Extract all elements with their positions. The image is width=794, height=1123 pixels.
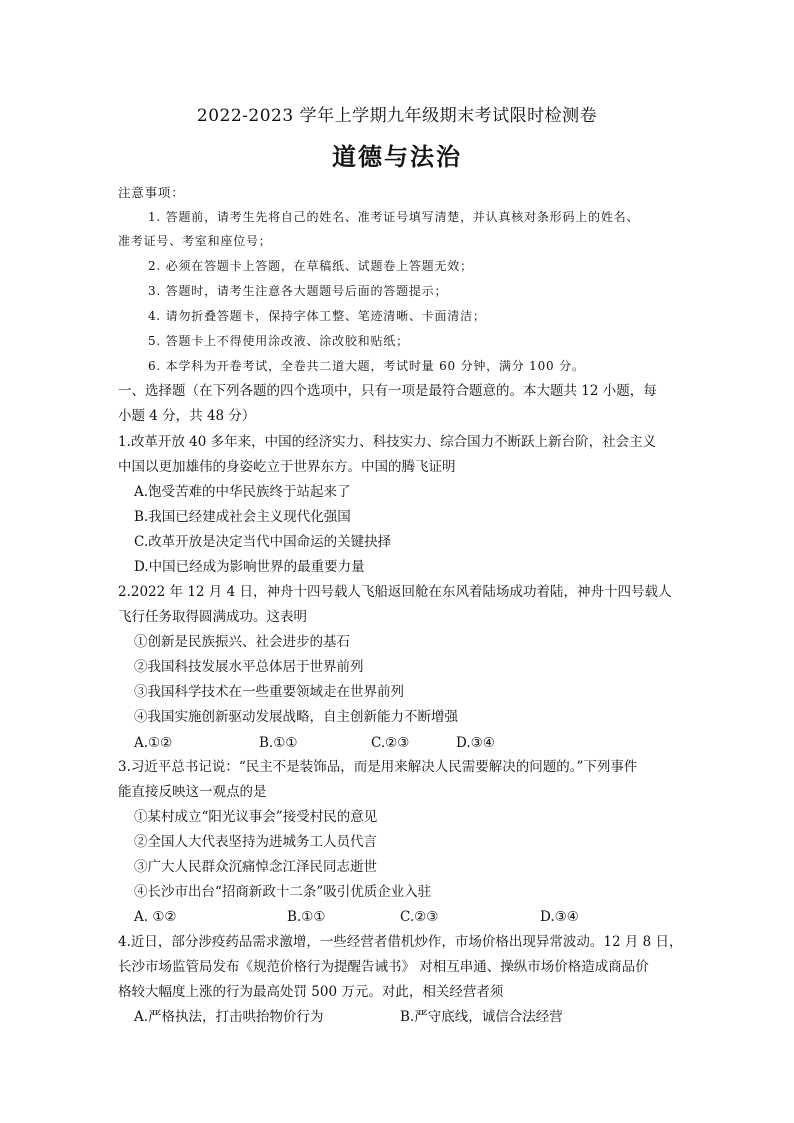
section-heading: 一、选择题（在下列各题的四个选项中，只有一项是最符合题意的。本大题共 12 小题，每 — [118, 383, 657, 399]
option-d: D.③④ — [540, 909, 579, 925]
option-a: A.饱受苦难的中华民族终于站起来了 — [134, 484, 351, 500]
question-stem: 3.习近平总书记说：“民主不是装饰品，而是用来解决人民需要解决的问题的。”下列事件 — [118, 759, 638, 775]
question-stem: 2.2022 年 12 月 4 日，神舟十四号载人飞船返回舱在东风着陆场成功着陆，神舟十四号载人 — [118, 584, 672, 600]
note-item: 5. 答题卡上不得使用涂改液、涂改胶和贴纸； — [148, 334, 409, 348]
question-stem-cont: 能直接反映这一观点的是 — [118, 784, 267, 800]
option-b: B.严守底线，诚信合法经营 — [400, 1009, 563, 1025]
option-c: C.改革开放是决定当代中国命运的关键抉择 — [134, 534, 392, 550]
question-stem-cont: 飞行任务取得圆满成功。这表明 — [118, 609, 307, 625]
question-stem-cont: 格较大幅度上涨的行为最高处罚 500 万元。对此，相关经营者须 — [118, 984, 504, 1000]
note-item: 2. 必须在答题卡上答题，在草稿纸、试题卷上答题无效； — [148, 259, 473, 273]
subject-title: 道德与法治 — [332, 142, 462, 171]
notes-heading: 注意事项： — [118, 185, 185, 200]
note-item: 4. 请勿折叠答题卡，保持字体工整、笔迹清晰、卡面清洁； — [148, 309, 486, 323]
option-a: A. ①② — [134, 909, 177, 925]
question-stem: 4.近日，部分涉疫药品需求激增，一些经营者借机炒作，市场价格出现异常波动。12 月 8 日， — [118, 934, 683, 950]
option-b: B.我国已经建成社会主义现代化强国 — [134, 509, 351, 525]
statement-1: ①某村成立“阳光议事会”接受村民的意见 — [134, 809, 378, 825]
note-item: 准考证号、考室和座位号； — [118, 234, 272, 248]
question-stem-cont: 长沙市场监管局发布《规范价格行为提醒告诫书》 对相互串通、操纵市场价格造成商品价 — [118, 959, 649, 975]
statement-3: ③我国科学技术在一些重要领域走在世界前列 — [134, 684, 404, 700]
option-d: D.中国已经成为影响世界的最重要力量 — [134, 559, 365, 575]
statement-1: ①创新是民族振兴、社会进步的基石 — [134, 634, 350, 650]
statement-4: ④长沙市出台“招商新政十二条”吸引优质企业入驻 — [134, 884, 432, 900]
statement-2: ②全国人大代表坚持为进城务工人员代言 — [134, 834, 377, 850]
option-a: A.①② — [134, 735, 173, 751]
statement-4: ④我国实施创新驱动发展战略，自主创新能力不断增强 — [134, 709, 458, 725]
question-stem: 1.改革开放 40 多年来，中国的经济实力、科技实力、综合国力不断跃上新台阶，社会主义 — [118, 434, 657, 450]
option-b: B.①① — [259, 735, 298, 751]
statement-2: ②我国科技发展水平总体居于世界前列 — [134, 659, 364, 675]
option-b: B.①① — [287, 909, 326, 925]
question-stem-cont: 中国以更加雄伟的身姿屹立于世界东方。中国的腾飞证明 — [118, 459, 456, 475]
note-item: 1. 答题前，请考生先将自己的姓名、准考证号填写清楚，并认真核对条形码上的姓名、 — [148, 210, 640, 224]
option-c: C.②③ — [400, 909, 439, 925]
exam-title: 2022-2023 学年上学期九年级期末考试限时检测卷 — [196, 106, 598, 126]
note-item: 6. 本学科为开卷考试，全卷共二道大题，考试时量 60 分钟，满分 100 分。 — [148, 359, 585, 373]
option-c: C.②③ — [371, 735, 410, 751]
note-item: 3. 答题时，请考生注意各大题题号后面的答题提示； — [148, 284, 448, 298]
option-a: A.严格执法，打击哄抬物价行为 — [134, 1009, 324, 1025]
statement-3: ③广大人民群众沉痛悼念江泽民同志逝世 — [134, 859, 377, 875]
option-d: D.③④ — [456, 735, 495, 751]
section-heading-cont: 小题 4 分，共 48 分） — [118, 408, 256, 424]
